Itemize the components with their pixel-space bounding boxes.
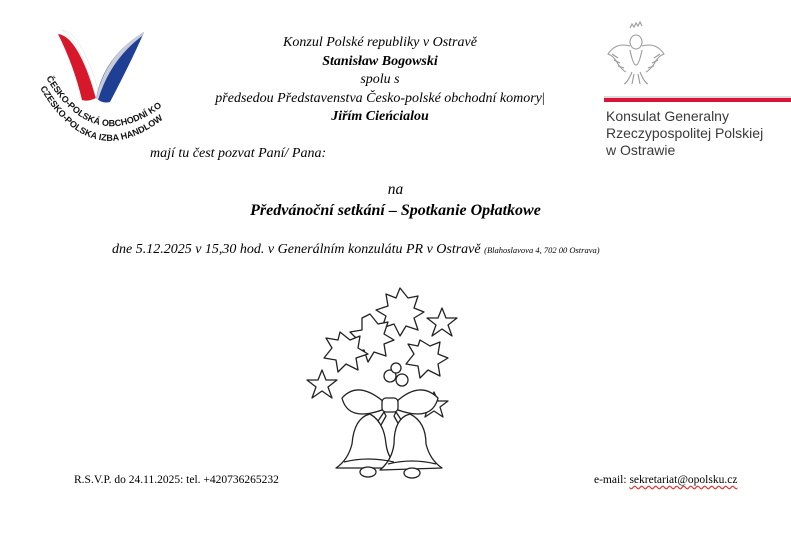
- christmas-bells-icon: [300, 284, 470, 484]
- invite-phrase: mají tu čest pozvat Paní/ Pana:: [150, 146, 327, 161]
- logo-blue-stroke: [96, 32, 144, 103]
- red-line: [604, 98, 791, 102]
- chairman-name: Jiřím Cieńcialou: [331, 109, 429, 124]
- consul-name: Stanisław Bogowski: [322, 53, 438, 69]
- logo-text-czech: ČESKO-POLSKÁ OBCHODNÍ KO: [44, 73, 164, 129]
- together-with: spolu s: [360, 72, 400, 87]
- email-link[interactable]: sekretariat@opolsku.cz: [629, 474, 738, 486]
- event-address: (Blahoslavova 4, 702 00 Ostrava): [484, 245, 600, 255]
- rsvp-email: e-mail: sekretariat@opolsku.cz: [594, 474, 738, 486]
- rsvp-phone: R.S.V.P. do 24.11.2025: tel. +420736265232: [74, 474, 279, 486]
- consul-title: Konzul Polské republiky v Ostravě: [283, 35, 477, 50]
- logo-text-polish: CZESKO-POLSKA IZBA HANDLOW: [38, 83, 165, 143]
- consulate-name: Konsulat Generalny Rzeczypospolitej Polskiej w Ostrawie: [606, 108, 764, 158]
- invitation-header: [150, 34, 610, 127]
- na-word: na: [387, 181, 404, 198]
- event-date-location: dne 5.12.2025 v 15,30 hod. v Generálním konzulátu PR v Ostravě (Blahoslavova 4, 702 00 Ostrava): [112, 242, 600, 257]
- event-title: Předvánoční setkání – Spotkanie Opłatkowe: [250, 202, 541, 219]
- chairman-title: předsedou Představenstva Česko-polské obchodní komory|: [215, 90, 545, 106]
- chamber-logo: [38, 26, 168, 146]
- polish-eagle-icon: [604, 20, 791, 110]
